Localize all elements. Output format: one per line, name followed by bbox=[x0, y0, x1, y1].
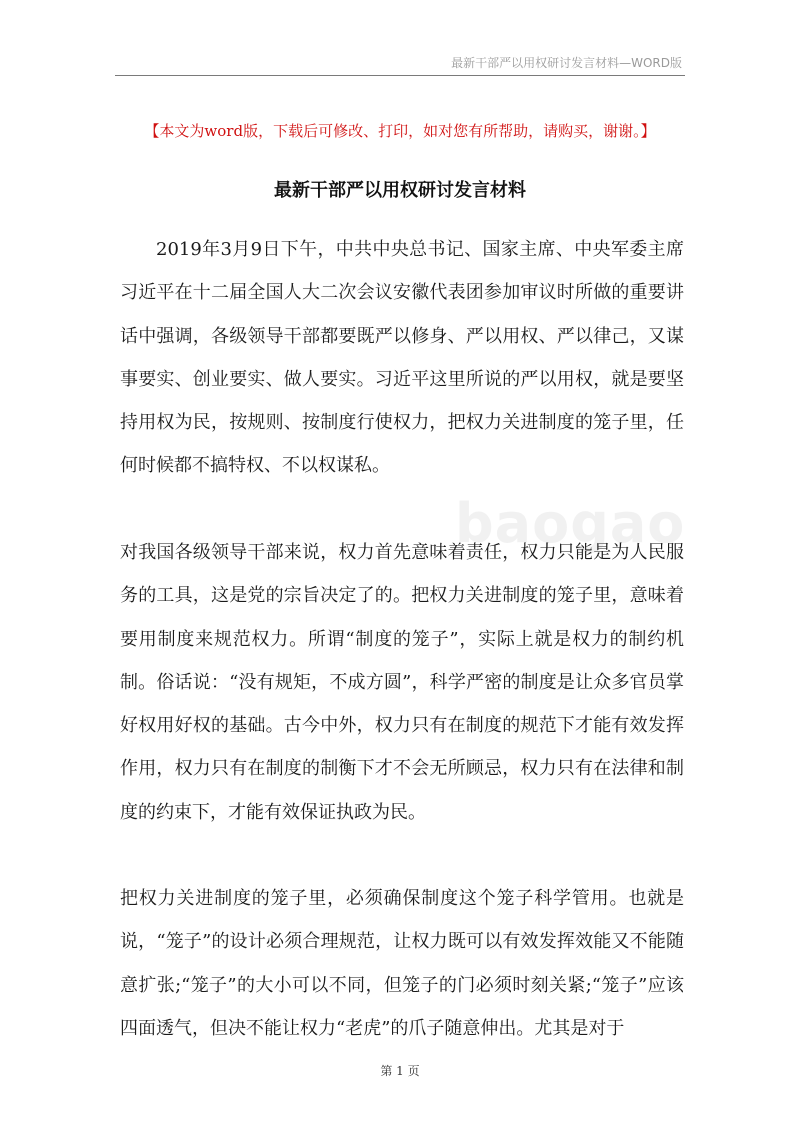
page-number: 第 1 页 bbox=[380, 1064, 420, 1078]
running-header-title: 最新干部严以用权研讨发言材料—WORD版 bbox=[451, 56, 682, 70]
paragraph-3: 把权力关进制度的笼子里，必须确保制度这个笼子科学管用。也就是说，“笼子”的设计必须合理规范，让权力既可以有效发挥效能又不能随意扩张;“笼子”的大小可以不同，但笼子的门必须时刻关紧;“笼子”应该四面透气，但决不能让权力“老虎”的爪子随意伸出。尤其是对于 bbox=[120, 888, 684, 1039]
purchase-notice: 【本文为word版，下载后可修改、打印，如对您有所帮助，请购买，谢谢。】 bbox=[144, 122, 656, 140]
header-divider bbox=[115, 75, 685, 76]
document-title: 最新干部严以用权研讨发言材料 bbox=[274, 180, 526, 201]
paragraph-1: 2019年3月9日下午，中共中央总书记、国家主席、中央军委主席习近平在十二届全国人大二次会议安徽代表团参加审议时所做的重要讲话中强调，各级领导干部都要既严以修身、严以用权、严以律己，又谋事要实、创业要实、做人要实。习近平这里所说的严以用权，就是要坚持用权为民，按规则、按制度行使权力，把权力关进制度的笼子里，任何时候都不搞特权、不以权谋私。 bbox=[120, 239, 684, 477]
document-body bbox=[120, 228, 684, 1093]
watermark: baogao bbox=[455, 492, 686, 555]
paragraph-2: 对我国各级领导干部来说，权力首先意味着责任，权力只能是为人民服务的工具，这是党的宗旨决定了的。把权力关进制度的笼子里，意味着要用制度来规范权力。所谓“制度的笼子”，实际上就是权力的制约机制。俗话说：“没有规矩，不成方圆”，科学严密的制度是让众多官员掌好权用好权的基础。古今中外，权力只有在制度的规范下才能有效发挥作用，权力只有在制度的制衡下才不会无所顾忌，权力只有在法律和制度的约束下，才能有效保证执政为民。 bbox=[120, 542, 684, 823]
